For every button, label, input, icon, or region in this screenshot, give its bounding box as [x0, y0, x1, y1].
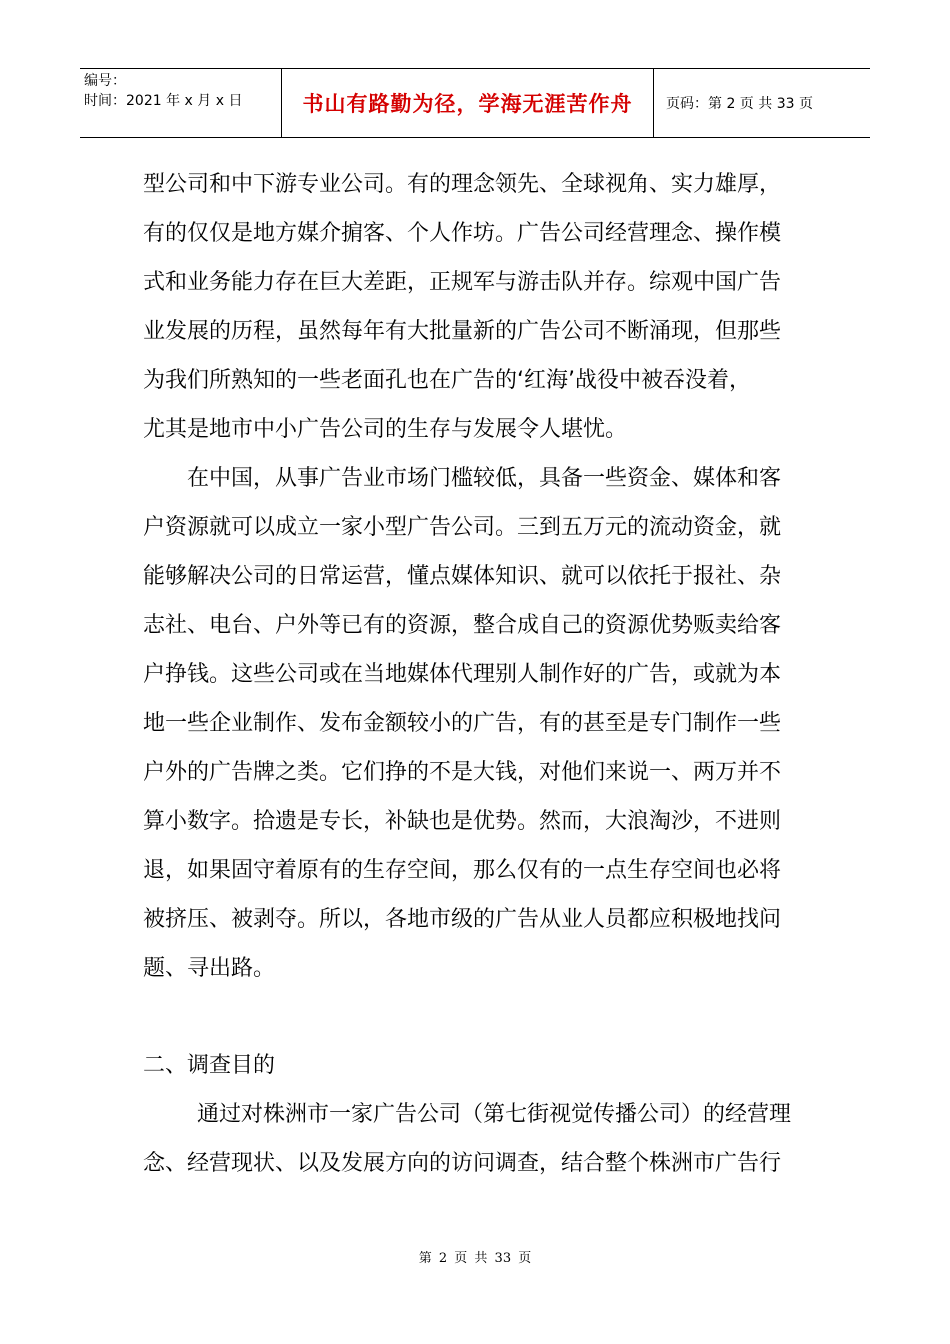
header-page-cell — [654, 69, 870, 137]
text-line: 户资源就可以成立一家小型广告公司。三到五万元的流动资金，就 — [143, 515, 782, 540]
document-time-label: 时间：2021 年 x 月 x 日 — [84, 93, 243, 109]
text-line: 式和业务能力存在巨大差距，正规军与游击队并存。综观中国广告 — [143, 270, 782, 295]
header-motto: 书山有路勤为径，学海无涯苦作舟 — [302, 91, 633, 116]
text-line: 能够解决公司的日常运营，懂点媒体知识、就可以依托于报社、杂 — [143, 564, 782, 589]
paragraph-1 — [143, 160, 809, 454]
text-line: 算小数字。拾遗是专长，补缺也是优势。然而，大浪淘沙，不进则 — [143, 809, 782, 834]
paragraph-2 — [143, 454, 809, 993]
text-line: 地一些企业制作、发布金额较小的广告，有的甚至是专门制作一些 — [143, 711, 782, 736]
paragraph-3 — [143, 1090, 809, 1188]
header-motto-cell — [282, 69, 654, 137]
text-line: 型公司和中下游专业公司。有的理念领先、全球视角、实力雄厚， — [143, 172, 782, 197]
text-line: 有的仅仅是地方媒介掮客、个人作坊。广告公司经营理念、操作模 — [143, 221, 782, 246]
section-heading: 二、调查目的 — [143, 1053, 276, 1078]
header-meta-cell — [80, 69, 282, 137]
document-body — [143, 160, 809, 1188]
text-line: 尤其是地市中小广告公司的生存与发展令人堪忧。 — [143, 417, 628, 442]
page-footer: 第 2 页 共 33 页 — [418, 1251, 532, 1266]
text-line: 通过对株洲市一家广告公司（第七街视觉传播公司）的经营理 — [197, 1102, 792, 1127]
header-page-info: 页码：第 2 页 共 33 页 — [666, 96, 813, 112]
text-line: 退，如果固守着原有的生存空间，那么仅有的一点生存空间也必将 — [143, 858, 782, 883]
paragraph-spacer — [143, 993, 809, 1041]
text-line: 在中国，从事广告业市场门槛较低，具备一些资金、媒体和客 — [187, 466, 782, 491]
text-line: 念、经营现状、以及发展方向的访问调查，结合整个株洲市广告行 — [143, 1151, 782, 1176]
text-line: 为我们所熟知的一些老面孔也在广告的‘红海’战役中被吞没着， — [143, 368, 751, 393]
document-number-label: 编号： — [84, 73, 126, 89]
text-line: 题、寻出路。 — [143, 956, 276, 981]
text-line: 志社、电台、户外等已有的资源，整合成自己的资源优势贩卖给客 — [143, 613, 782, 638]
text-line: 被挤压、被剥夺。所以，各地市级的广告从业人员都应积极地找问 — [143, 907, 782, 932]
page-header — [80, 68, 870, 138]
text-line: 户外的广告牌之类。它们挣的不是大钱，对他们来说一、两万并不 — [143, 760, 782, 785]
text-line: 户挣钱。这些公司或在当地媒体代理别人制作好的广告，或就为本 — [143, 662, 782, 687]
text-line: 业发展的历程，虽然每年有大批量新的广告公司不断涌现，但那些 — [143, 319, 782, 344]
